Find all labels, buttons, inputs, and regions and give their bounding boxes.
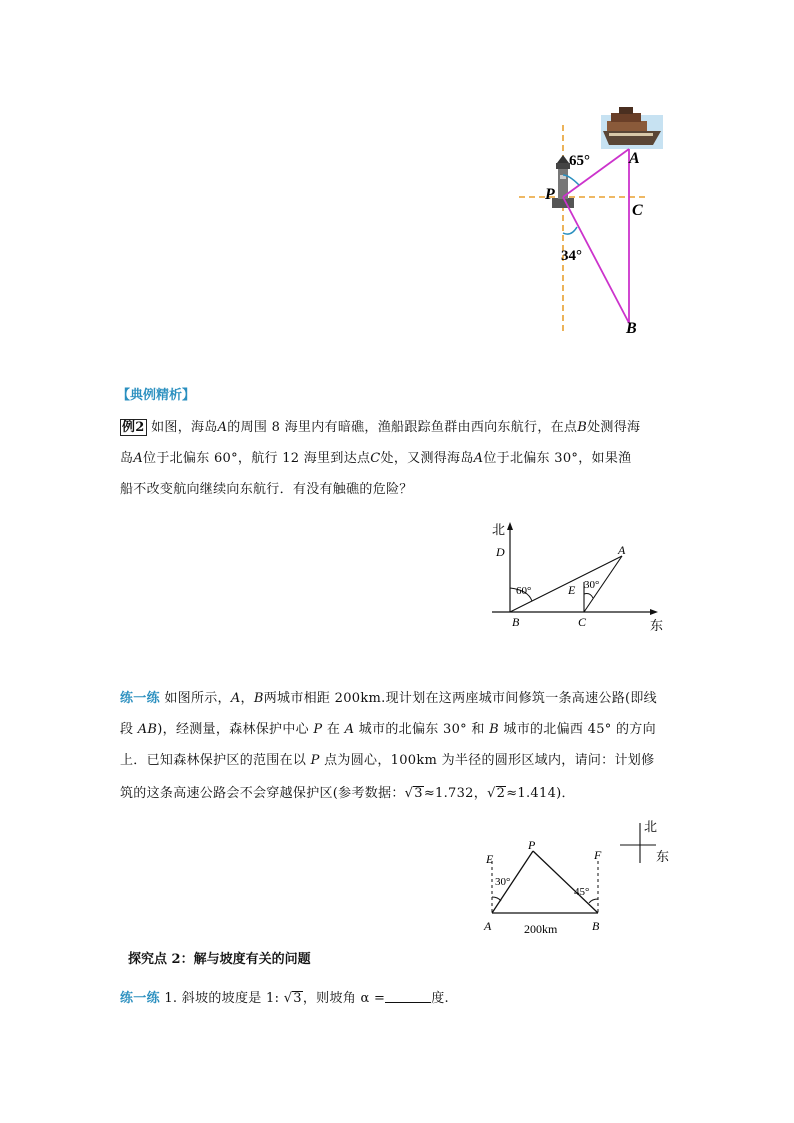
figure-example2 [488, 518, 668, 636]
point-label-p: P [528, 838, 536, 852]
compass-east: 东 [656, 849, 670, 864]
ship-icon [601, 107, 663, 149]
distance-label: 200km [524, 922, 558, 936]
angle-label-30: 30° [584, 579, 600, 591]
example2-line1: 例2 如图，海岛A的周围 8 海里内有暗礁，渔船跟踪鱼群由西向东航行，在点B处测得海 [122, 420, 641, 435]
point-label-p: P [545, 186, 555, 203]
angle-label-60: 60° [516, 585, 532, 597]
sqrt-symbol: √ [404, 786, 414, 801]
sqrt-symbol: √ [487, 786, 496, 801]
sqrt-3: 3 [293, 991, 302, 1006]
sqrt-2: 2 [496, 786, 506, 801]
section-title: 【典例精析】 [117, 388, 196, 403]
angle-label-65: 65° [569, 153, 590, 169]
point-label-a: A [629, 150, 640, 167]
practice2-line: 练一练 1. 斜坡的坡度是 1: √3，则坡角 α = 度. [120, 991, 449, 1006]
east-label: 东 [650, 618, 664, 633]
point-label-b: B [626, 320, 637, 337]
point-label-a: A [484, 919, 492, 933]
example2-line3: 船不改变航向继续向东航行．有没有触礁的危险？ [120, 482, 413, 497]
practice1-line1: 练一练 如图所示，A，B两城市相距 200km.现计划在这两座城市间修筑一条高速公路(即线 [120, 691, 657, 706]
practice-tag: 练一练 [120, 991, 160, 1006]
angle-label-45: 45° [574, 886, 590, 898]
practice1-line2: 段 AB)，经测量，森林保护中心 P 在 A 城市的北偏东 30° 和 B 城市的北偏西 45° 的方向 [120, 722, 656, 737]
point-label-b: B [592, 919, 600, 933]
figure-practice1 [478, 815, 678, 940]
point-label-c: C [632, 202, 643, 219]
practice1-line4: 筑的这条高速公路会不会穿越保护区(参考数据：√3≈1.732，√2≈1.414)． [120, 786, 575, 801]
point-label-d: D [496, 545, 505, 559]
point-label-c: C [578, 615, 587, 629]
figure-lighthouse-ship [505, 105, 675, 340]
angle-arc-bottom [563, 227, 577, 234]
angle-label-30: 30° [495, 876, 511, 888]
point-label-e: E [486, 852, 494, 866]
point-label-f: F [594, 848, 602, 862]
point-label-a: A [618, 543, 626, 557]
sqrt-symbol: √ [283, 991, 293, 1006]
sqrt-3: 3 [414, 786, 423, 801]
compass-north: 北 [644, 819, 658, 834]
example2-line2: 岛A位于北偏东 60°，航行 12 海里到达点C处，又测得海岛A位于北偏东 30°，如果渔 [120, 451, 632, 466]
example-tag: 例2 [122, 420, 145, 435]
north-label: 北 [492, 522, 506, 537]
point-label-b: B [512, 615, 520, 629]
point-label-e: E [568, 583, 576, 597]
practice1-line3: 上．已知森林保护区的范围在以 P 点为圆心，100km 为半径的圆形区域内，请问：计划修 [120, 753, 655, 768]
explore2-title: 探究点 2：解与坡度有关的问题 [128, 952, 311, 967]
answer-blank[interactable] [385, 990, 431, 1003]
angle-label-34: 34° [561, 248, 582, 264]
practice-tag: 练一练 [120, 691, 160, 706]
